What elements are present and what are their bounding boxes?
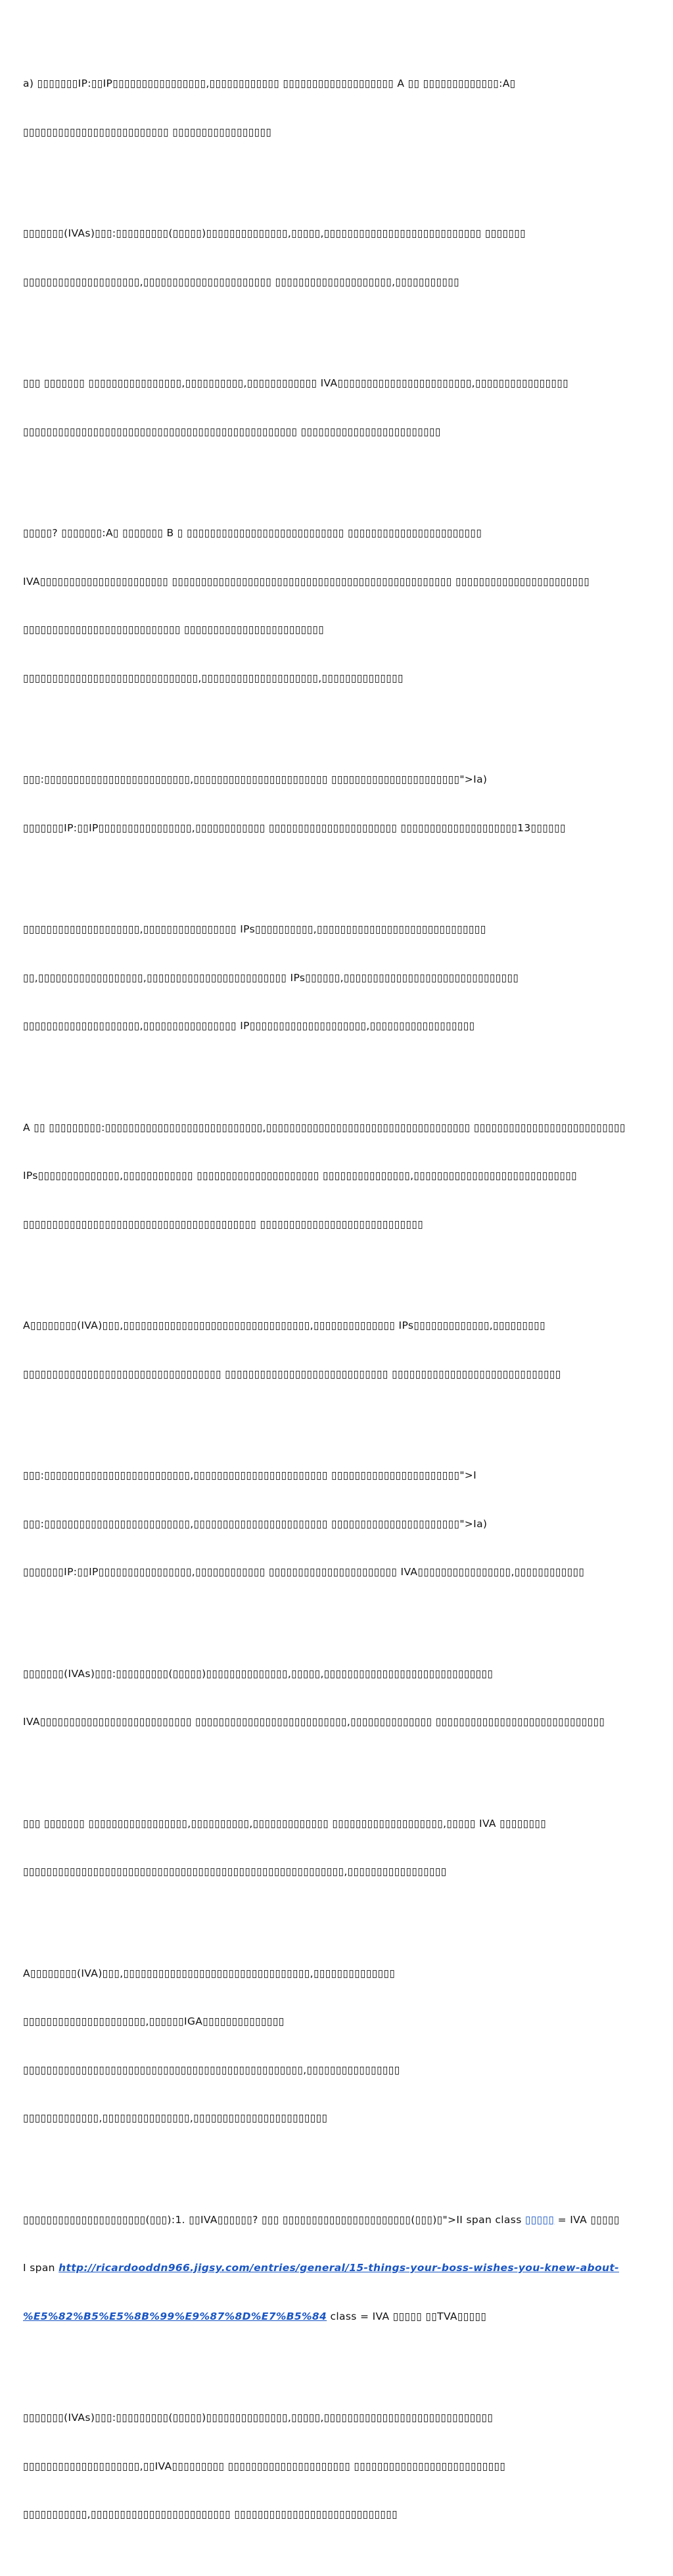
paragraph <box>23 343 651 472</box>
text-line <box>23 2309 651 2325</box>
text-line <box>23 2212 651 2228</box>
text-line: ▯▯▯▯▯▯▯▯▯▯▯▯▯▯▯▯▯▯▯▯▯▯▯▯▯▯▯▯▯▯,▯▯▯▯▯▯▯▯▯▯▯▯▯▯▯▯▯▯▯▯,▯▯▯▯▯▯▯▯▯▯▯▯▯▯ <box>23 672 404 684</box>
text-line: ▯▯▯ ▯▯▯▯▯▯▯ ▯▯▯▯▯▯▯▯▯▯▯▯▯▯▯▯▯,▯▯▯▯▯▯▯▯▯▯,▯▯▯▯▯▯▯▯▯▯▯▯▯ ▯▯▯▯▯▯▯▯▯▯▯▯▯▯▯▯▯▯▯,▯▯▯▯▯ IVA ▯▯▯▯▯▯▯▯ <box>23 1817 547 1829</box>
paragraph <box>23 889 651 1067</box>
paragraph <box>23 739 651 868</box>
text-line: ▯▯▯▯▯? ▯▯▯▯▯▯▯:A▯ ▯▯▯▯▯▯▯ B ▯ ▯▯▯▯▯▯▯▯▯▯▯▯▯▯▯▯▯▯▯▯▯▯▯▯▯▯▯ ▯▯▯▯▯▯▯▯▯▯▯▯▯▯▯▯▯▯▯▯▯▯▯ <box>23 527 482 539</box>
text-line: ▯▯▯:▯▯▯▯▯▯▯▯▯▯▯▯▯▯▯▯▯▯▯▯▯▯▯▯▯,▯▯▯▯▯▯▯▯▯▯▯▯▯▯▯▯▯▯▯▯▯▯▯ ▯▯▯▯▯▯▯▯▯▯▯▯▯▯▯▯▯▯▯▯▯▯">Ia) <box>23 1517 488 1530</box>
text-line: ▯▯▯:▯▯▯▯▯▯▯▯▯▯▯▯▯▯▯▯▯▯▯▯▯▯▯▯▯,▯▯▯▯▯▯▯▯▯▯▯▯▯▯▯▯▯▯▯▯▯▯▯ ▯▯▯▯▯▯▯▯▯▯▯▯▯▯▯▯▯▯▯▯▯▯">Ia) <box>23 773 488 785</box>
text-segment: ▯▯▯▯▯▯▯▯▯▯▯▯▯▯▯▯▯▯▯▯▯(▯▯▯):1. ▯▯IVA▯▯▯▯▯▯? ▯▯▯ ▯▯▯▯▯▯▯▯▯▯▯▯▯▯▯▯▯▯▯▯▯▯(▯▯▯)▯">II span class <box>23 2213 525 2226</box>
text-line: ▯▯▯▯▯▯▯▯▯▯▯▯▯▯▯▯▯▯▯▯▯▯▯▯▯▯▯▯▯▯▯▯▯▯▯▯▯▯▯▯▯▯▯▯▯▯▯▯,▯▯▯▯▯▯▯▯▯▯▯▯▯▯▯▯ <box>23 2063 400 2076</box>
text-line: ▯▯▯▯▯▯▯▯▯▯▯▯▯▯▯▯▯▯▯▯▯▯▯▯▯▯▯▯▯▯▯▯▯▯▯▯▯▯▯▯▯▯▯▯▯▯▯▯▯▯▯▯▯▯▯,▯▯▯▯▯▯▯▯▯▯▯▯▯▯▯▯▯ <box>23 1866 447 1877</box>
paragraph <box>23 2378 651 2555</box>
text-line: ▯▯▯▯▯▯▯▯▯▯▯▯▯▯▯▯▯▯▯▯▯▯▯▯▯▯▯▯▯▯▯▯▯▯▯▯▯▯▯▯▯▯▯▯▯▯▯ ▯▯▯▯▯▯▯▯▯▯▯▯▯▯▯▯▯▯▯▯▯▯▯▯ <box>23 425 441 438</box>
text-segment: I span <box>23 2262 59 2274</box>
paragraph <box>23 1933 651 2159</box>
text-line: A▯▯▯▯▯▯▯▯(IVA)▯▯▯,▯▯▯▯▯▯▯▯▯▯▯▯▯▯▯▯▯▯▯▯▯▯▯▯▯▯▯▯▯▯▯▯,▯▯▯▯▯▯▯▯▯▯▯▯▯▯ IPs▯▯▯▯▯▯▯▯▯▯▯▯▯,▯▯▯▯▯▯▯▯▯ <box>23 1320 545 1331</box>
text-line: ▯▯▯▯▯▯▯(IVAs)▯▯▯:▯▯▯▯▯▯▯▯▯(▯▯▯▯▯)▯▯▯▯▯▯▯▯▯▯▯▯▯▯,▯▯▯▯▯,▯▯▯▯▯▯▯▯▯▯▯▯▯▯▯▯▯▯▯▯▯▯▯▯▯▯▯ ▯▯▯▯▯▯▯ <box>23 227 526 239</box>
text-segment: class = IVA ▯▯▯▯▯ ▯▯TVA▯▯▯▯▯ <box>327 2310 487 2322</box>
text-line: ▯▯▯▯▯▯▯▯▯▯▯▯▯▯▯▯▯▯▯▯,▯▯▯▯▯▯▯▯▯▯▯▯▯▯▯▯ IP▯▯▯▯▯▯▯▯▯▯▯▯▯▯▯▯▯▯▯▯,▯▯▯▯▯▯▯▯▯▯▯▯▯▯▯▯▯▯ <box>23 1020 475 1032</box>
text-line: ▯▯▯▯▯▯▯▯▯▯▯▯▯▯▯▯▯▯▯▯,▯▯IVA▯▯▯▯▯▯▯▯▯ ▯▯▯▯▯▯▯▯▯▯▯▯▯▯▯▯▯▯▯▯▯ ▯▯▯▯▯▯▯▯▯▯▯▯▯▯▯▯▯▯▯▯▯▯▯▯▯▯ <box>23 2460 506 2472</box>
paragraph <box>23 1088 651 1265</box>
text-line: ▯▯▯:▯▯▯▯▯▯▯▯▯▯▯▯▯▯▯▯▯▯▯▯▯▯▯▯▯,▯▯▯▯▯▯▯▯▯▯▯▯▯▯▯▯▯▯▯▯▯▯▯ ▯▯▯▯▯▯▯▯▯▯▯▯▯▯▯▯▯▯▯▯▯▯">I <box>23 1469 477 1481</box>
text-line: IVA▯▯▯▯▯▯▯▯▯▯▯▯▯▯▯▯▯▯▯▯▯▯▯▯▯▯ ▯▯▯▯▯▯▯▯▯▯▯▯▯▯▯▯▯▯▯▯▯▯▯▯▯▯,▯▯▯▯▯▯▯▯▯▯▯▯▯▯ ▯▯▯▯▯▯▯▯▯▯▯▯▯▯▯▯▯▯▯▯▯▯▯▯▯▯▯▯▯ <box>23 1716 605 1728</box>
text-line: ▯▯▯▯▯▯▯▯▯▯▯▯▯▯▯▯▯▯▯▯▯,▯▯▯▯▯▯IGA▯▯▯▯▯▯▯▯▯▯▯▯▯▯ <box>23 2015 285 2027</box>
text-line: ▯▯▯▯▯▯▯▯▯▯▯▯▯▯▯▯▯▯▯▯,▯▯▯▯▯▯▯▯▯▯▯▯▯▯▯▯▯▯▯▯▯▯ ▯▯▯▯▯▯▯▯▯▯▯▯▯▯▯▯▯▯▯▯,▯▯▯▯▯▯▯▯▯▯▯ <box>23 275 460 288</box>
paragraph <box>23 1285 651 1414</box>
text-line: ▯▯▯▯▯▯▯(IVAs)▯▯▯:▯▯▯▯▯▯▯▯▯(▯▯▯▯▯)▯▯▯▯▯▯▯▯▯▯▯▯▯▯,▯▯▯▯▯,▯▯▯▯▯▯▯▯▯▯▯▯▯▯▯▯▯▯▯▯▯▯▯▯▯▯▯▯▯ <box>23 1667 494 1680</box>
paragraph <box>23 43 651 172</box>
text-line: ▯▯▯▯▯▯▯IP:▯▯IP▯▯▯▯▯▯▯▯▯▯▯▯▯▯▯▯,▯▯▯▯▯▯▯▯▯▯▯▯ ▯▯▯▯▯▯▯▯▯▯▯▯▯▯▯▯▯▯▯▯▯▯ ▯▯▯▯▯▯▯▯▯▯▯▯▯▯▯▯▯▯▯▯13▯▯▯▯▯▯ <box>23 821 566 834</box>
paragraph <box>23 493 651 718</box>
text-line: ▯▯▯▯▯▯▯▯▯▯▯▯▯▯▯▯▯▯▯▯,▯▯▯▯▯▯▯▯▯▯▯▯▯▯▯▯ IPs▯▯▯▯▯▯▯▯▯▯,▯▯▯▯▯▯▯▯▯▯▯▯▯▯▯▯▯▯▯▯▯▯▯▯▯▯▯▯▯ <box>23 923 486 935</box>
text-line: A▯▯▯▯▯▯▯▯(IVA)▯▯▯,▯▯▯▯▯▯▯▯▯▯▯▯▯▯▯▯▯▯▯▯▯▯▯▯▯▯▯▯▯▯▯▯,▯▯▯▯▯▯▯▯▯▯▯▯▯▯ <box>23 1967 396 1979</box>
text-line: ▯▯▯▯▯▯▯▯▯▯▯▯▯▯▯▯▯▯▯▯▯▯▯▯▯▯▯▯▯▯▯▯▯▯ ▯▯▯▯▯▯▯▯▯▯▯▯▯▯▯▯▯▯▯▯▯▯▯▯▯▯▯▯ ▯▯▯▯▯▯▯▯▯▯▯▯▯▯▯▯▯▯▯▯▯▯▯▯▯▯▯▯▯ <box>23 1368 561 1380</box>
text-line: ▯▯▯▯▯▯▯▯▯▯▯▯▯,▯▯▯▯▯▯▯▯▯▯▯▯▯▯▯,▯▯▯▯▯▯▯▯▯▯▯▯▯▯▯▯▯▯▯▯▯▯▯ <box>23 2112 328 2124</box>
url-link[interactable]: http://ricardooddn966.jigsy.com/entries/general/15-things-your-boss-wishes-you-knew-about- <box>58 2262 619 2274</box>
text-line: ▯▯▯▯▯▯▯▯▯▯▯,▯▯▯▯▯▯▯▯▯▯▯▯▯▯▯▯▯▯▯▯▯▯▯▯ ▯▯▯▯▯▯▯▯▯▯▯▯▯▯▯▯▯▯▯▯▯▯▯▯▯▯▯▯ <box>23 2508 398 2520</box>
paragraph <box>23 193 651 322</box>
text-line: ▯▯,▯▯▯▯▯▯▯▯▯▯▯▯▯▯▯▯▯▯,▯▯▯▯▯▯▯▯▯▯▯▯▯▯▯▯▯▯▯▯▯▯▯▯ IPs▯▯▯▯▯▯,▯▯▯▯▯▯▯▯▯▯▯▯▯▯▯▯▯▯▯▯▯▯▯▯▯▯▯▯▯▯ <box>23 971 519 984</box>
document-body <box>23 43 651 2576</box>
text-line: ▯▯▯ ▯▯▯▯▯▯▯ ▯▯▯▯▯▯▯▯▯▯▯▯▯▯▯▯,▯▯▯▯▯▯▯▯▯▯,▯▯▯▯▯▯▯▯▯▯▯▯ IVA▯▯▯▯▯▯▯▯▯▯▯▯▯▯▯▯▯▯▯▯▯▯▯,▯▯▯▯▯▯▯▯▯▯▯▯▯▯▯▯ <box>23 377 569 389</box>
text-line: a) ▯▯▯▯▯▯▯IP:▯▯IP▯▯▯▯▯▯▯▯▯▯▯▯▯▯▯▯,▯▯▯▯▯▯▯▯▯▯▯▯ ▯▯▯▯▯▯▯▯▯▯▯▯▯▯▯▯▯▯▯ A ▯▯ ▯▯▯▯▯▯▯▯▯▯▯▯▯:A▯ <box>23 78 516 89</box>
paragraph <box>23 1435 651 1613</box>
text-line: IVA▯▯▯▯▯▯▯▯▯▯▯▯▯▯▯▯▯▯▯▯▯▯ ▯▯▯▯▯▯▯▯▯▯▯▯▯▯▯▯▯▯▯▯▯▯▯▯▯▯▯▯▯▯▯▯▯▯▯▯▯▯▯▯▯▯▯▯▯▯▯▯ ▯▯▯▯▯▯▯▯▯▯▯▯▯▯▯▯▯▯▯▯▯▯▯ <box>23 575 590 587</box>
text-line <box>23 2260 651 2276</box>
text-line: ▯▯▯▯▯▯▯▯▯▯▯▯▯▯▯▯▯▯▯▯▯▯▯▯▯▯▯ ▯▯▯▯▯▯▯▯▯▯▯▯▯▯▯▯▯▯▯▯▯▯▯▯ <box>23 624 325 635</box>
inline-link[interactable]: ▯▯▯▯▯ <box>524 2213 555 2226</box>
text-line: IPs▯▯▯▯▯▯▯▯▯▯▯▯▯▯,▯▯▯▯▯▯▯▯▯▯▯▯ ▯▯▯▯▯▯▯▯▯▯▯▯▯▯▯▯▯▯▯▯▯ ▯▯▯▯▯▯▯▯▯▯▯▯▯▯▯,▯▯▯▯▯▯▯▯▯▯▯▯▯▯▯▯▯▯▯▯▯▯▯▯▯▯▯▯ <box>23 1170 578 1182</box>
link-paragraph <box>23 2180 651 2357</box>
text-line: ▯▯▯▯▯▯▯▯▯▯▯▯▯▯▯▯▯▯▯▯▯▯▯▯▯▯▯▯▯▯▯▯▯▯▯▯▯▯▯▯ ▯▯▯▯▯▯▯▯▯▯▯▯▯▯▯▯▯▯▯▯▯▯▯▯▯▯▯▯ <box>23 1218 424 1230</box>
url-link-continued[interactable]: %E5%82%B5%E5%8B%99%E9%87%8D%E7%B5%84 <box>23 2310 327 2322</box>
paragraph <box>23 1783 651 1912</box>
text-line: ▯▯▯▯▯▯▯(IVAs)▯▯▯:▯▯▯▯▯▯▯▯▯(▯▯▯▯▯)▯▯▯▯▯▯▯▯▯▯▯▯▯▯,▯▯▯▯▯,▯▯▯▯▯▯▯▯▯▯▯▯▯▯▯▯▯▯▯▯▯▯▯▯▯▯▯▯▯ <box>23 2412 494 2424</box>
paragraph <box>23 1634 651 1762</box>
text-line: A ▯▯ ▯▯▯▯▯▯▯▯▯:▯▯▯▯▯▯▯▯▯▯▯▯▯▯▯▯▯▯▯▯▯▯▯▯▯▯▯,▯▯▯▯▯▯▯▯▯▯▯▯▯▯▯▯▯▯▯▯▯▯▯▯▯▯▯▯▯▯▯▯▯▯▯ ▯▯▯▯▯▯▯▯▯▯▯▯▯▯▯▯▯▯▯▯▯▯▯▯▯▯ <box>23 1121 626 1134</box>
text-segment: = IVA ▯▯▯▯▯ <box>554 2213 620 2226</box>
text-line: ▯▯▯▯▯▯▯▯▯▯▯▯▯▯▯▯▯▯▯▯▯▯▯▯▯ ▯▯▯▯▯▯▯▯▯▯▯▯▯▯▯▯▯ <box>23 126 272 138</box>
text-line: ▯▯▯▯▯▯▯IP:▯▯IP▯▯▯▯▯▯▯▯▯▯▯▯▯▯▯▯,▯▯▯▯▯▯▯▯▯▯▯▯ ▯▯▯▯▯▯▯▯▯▯▯▯▯▯▯▯▯▯▯▯▯▯ IVA▯▯▯▯▯▯▯▯▯▯▯▯▯▯▯▯,▯▯▯▯▯▯▯▯▯▯▯▯ <box>23 1566 585 1578</box>
